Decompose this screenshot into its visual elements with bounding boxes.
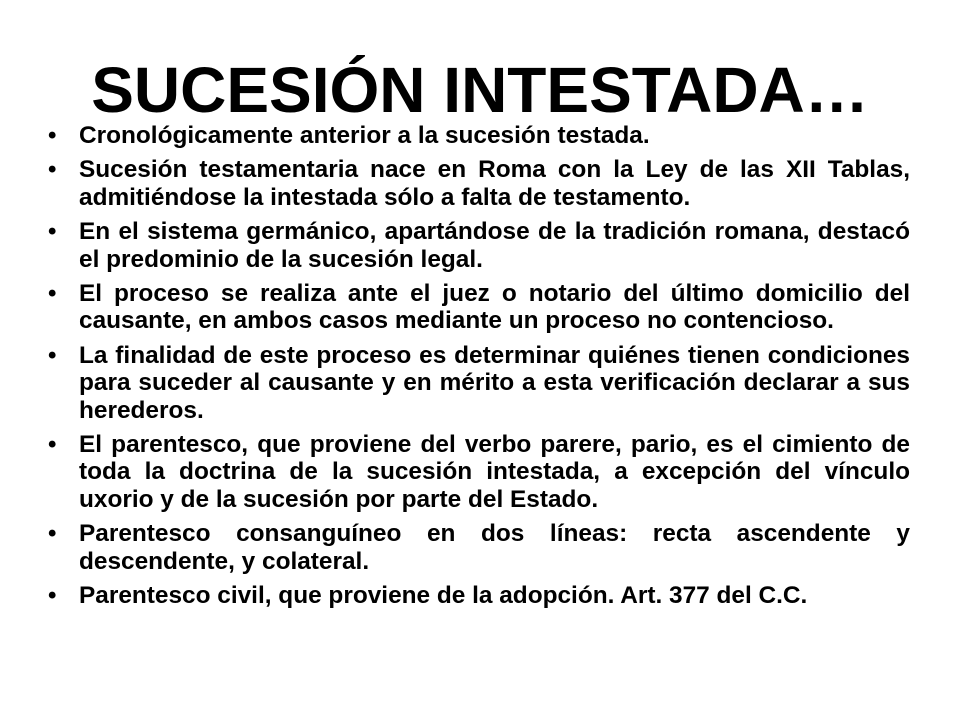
bullet-text: El parentesco, que proviene del verbo parere, pario, es el cimiento de toda la doctrina de la sucesión intestada, a excepción del vínculo uxorio y de la sucesión por parte del Estado. xyxy=(79,430,910,513)
bullet-dot-icon: • xyxy=(48,122,57,149)
bullet-dot-icon: • xyxy=(48,582,57,610)
bullet-dot-icon: • xyxy=(48,430,57,458)
bullet-item xyxy=(48,582,910,610)
bullet-dot-icon: • xyxy=(48,341,57,369)
bullet-item xyxy=(48,520,910,575)
bullet-dot-icon: • xyxy=(48,279,57,307)
bullet-text: Parentesco civil, que proviene de la adopción. Art. 377 del C.C. xyxy=(79,582,808,610)
bullet-text: La finalidad de este proceso es determinar quiénes tienen condiciones para suceder al causante y en mérito a esta verificación declarar a sus herederos. xyxy=(79,341,910,424)
slide-title: SUCESIÓN INTESTADA… xyxy=(91,54,869,126)
bullet-item xyxy=(48,280,910,335)
bullet-list xyxy=(48,122,910,616)
bullet-item xyxy=(48,122,910,150)
bullet-text: Parentesco consanguíneo en dos líneas: recta ascendente y descendente, y colateral. xyxy=(79,520,910,575)
bullet-text: En el sistema germánico, apartándose de la tradición romana, destacó el predominio de la sucesión legal. xyxy=(79,218,910,273)
bullet-item xyxy=(48,431,910,514)
bullet-text: Sucesión testamentaria nace en Roma con la Ley de las XII Tablas, admitiéndose la intestada sólo a falta de testamento. xyxy=(79,156,910,211)
bullet-text: Cronológicamente anterior a la sucesión testada. xyxy=(79,122,650,149)
bullet-item xyxy=(48,156,910,211)
bullet-text: El proceso se realiza ante el juez o notario del último domicilio del causante, en ambos casos mediante un proceso no contencioso. xyxy=(79,279,910,335)
bullet-dot-icon: • xyxy=(48,218,57,246)
bullet-item xyxy=(48,342,910,425)
bullet-item xyxy=(48,218,910,273)
bullet-dot-icon: • xyxy=(48,156,57,184)
bullet-dot-icon: • xyxy=(48,520,57,548)
